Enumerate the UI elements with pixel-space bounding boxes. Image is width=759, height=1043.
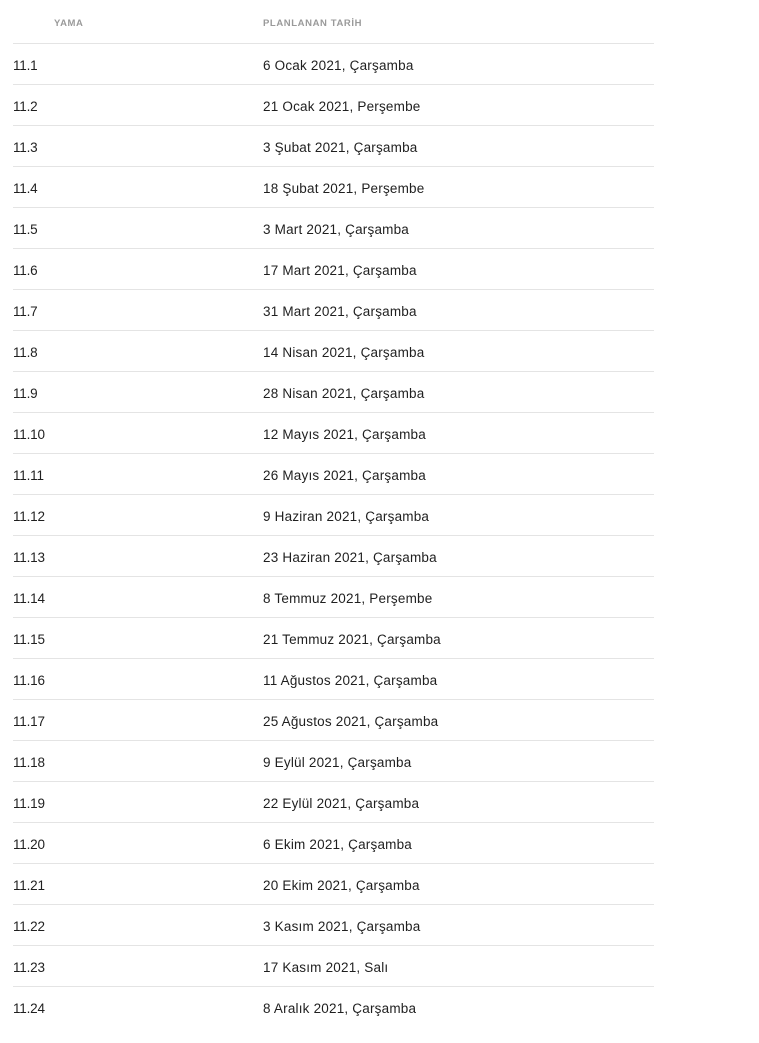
table-row (13, 331, 654, 372)
patch-version: 11.14 (13, 591, 45, 606)
patch-version: 11.11 (13, 468, 44, 483)
planned-date: 17 Mart 2021, Çarşamba (263, 263, 417, 278)
table-row (13, 946, 654, 987)
planned-date: 11 Ağustos 2021, Çarşamba (263, 673, 438, 688)
planned-date: 21 Ocak 2021, Perşembe (263, 99, 421, 114)
planned-date: 6 Ekim 2021, Çarşamba (263, 837, 413, 852)
patch-version: 11.7 (13, 304, 38, 319)
patch-version: 11.24 (13, 1001, 45, 1016)
planned-date: 14 Nisan 2021, Çarşamba (263, 345, 425, 360)
planned-date: 25 Ağustos 2021, Çarşamba (263, 714, 439, 729)
table-row (13, 987, 654, 1028)
patch-version: 11.1 (13, 58, 38, 73)
planned-date: 23 Haziran 2021, Çarşamba (263, 550, 437, 565)
table-row (13, 372, 654, 413)
table-row (13, 577, 654, 618)
planned-date: 31 Mart 2021, Çarşamba (263, 304, 417, 319)
patch-version: 11.2 (13, 99, 38, 114)
planned-date: 9 Haziran 2021, Çarşamba (263, 509, 430, 524)
planned-date: 3 Şubat 2021, Çarşamba (263, 140, 418, 155)
patch-version: 11.9 (13, 386, 38, 401)
patch-version: 11.6 (13, 263, 38, 278)
planned-date: 8 Aralık 2021, Çarşamba (263, 1001, 417, 1016)
table-row (13, 413, 654, 454)
patch-version: 11.16 (13, 673, 45, 688)
patch-version: 11.17 (13, 714, 45, 729)
table-row (13, 85, 654, 126)
planned-date: 26 Mayıs 2021, Çarşamba (263, 468, 426, 483)
planned-date: 12 Mayıs 2021, Çarşamba (263, 427, 426, 442)
patch-version: 11.18 (13, 755, 45, 770)
table-row (13, 495, 654, 536)
planned-date: 3 Mart 2021, Çarşamba (263, 222, 410, 237)
patch-version: 11.20 (13, 837, 45, 852)
table-row (13, 454, 654, 495)
header-planned-date: PLANLANAN TARİH (263, 18, 363, 29)
patch-version: 11.21 (13, 878, 45, 893)
planned-date: 9 Eylül 2021, Çarşamba (263, 755, 412, 770)
planned-date: 17 Kasım 2021, Salı (263, 960, 389, 975)
table-row (13, 167, 654, 208)
planned-date: 28 Nisan 2021, Çarşamba (263, 386, 425, 401)
planned-date: 20 Ekim 2021, Çarşamba (263, 878, 420, 893)
table-row (13, 618, 654, 659)
table-header-row (13, 0, 654, 44)
table-row (13, 249, 654, 290)
table-row (13, 782, 654, 823)
patch-version: 11.15 (13, 632, 45, 647)
table-row (13, 290, 654, 331)
planned-date: 6 Ocak 2021, Çarşamba (263, 58, 414, 73)
table-row (13, 659, 654, 700)
table-row (13, 905, 654, 946)
table-row (13, 700, 654, 741)
patch-version: 11.19 (13, 796, 45, 811)
patch-version: 11.13 (13, 550, 45, 565)
patch-version: 11.23 (13, 960, 45, 975)
table-row (13, 823, 654, 864)
patch-version: 11.10 (13, 427, 45, 442)
table-row (13, 44, 654, 85)
table-row (13, 741, 654, 782)
header-patch: YAMA (54, 18, 84, 29)
patch-version: 11.8 (13, 345, 38, 360)
table-row (13, 536, 654, 577)
patch-version: 11.22 (13, 919, 45, 934)
patch-version: 11.3 (13, 140, 38, 155)
table-body (13, 44, 654, 1028)
table-row (13, 126, 654, 167)
planned-date: 18 Şubat 2021, Perşembe (263, 181, 425, 196)
planned-date: 3 Kasım 2021, Çarşamba (263, 919, 421, 934)
planned-date: 21 Temmuz 2021, Çarşamba (263, 632, 441, 647)
table-row (13, 208, 654, 249)
patch-version: 11.4 (13, 181, 38, 196)
planned-date: 22 Eylül 2021, Çarşamba (263, 796, 420, 811)
patch-version: 11.12 (13, 509, 45, 524)
patch-schedule-table (13, 0, 654, 1028)
table-row (13, 864, 654, 905)
planned-date: 8 Temmuz 2021, Perşembe (263, 591, 433, 606)
patch-version: 11.5 (13, 222, 38, 237)
